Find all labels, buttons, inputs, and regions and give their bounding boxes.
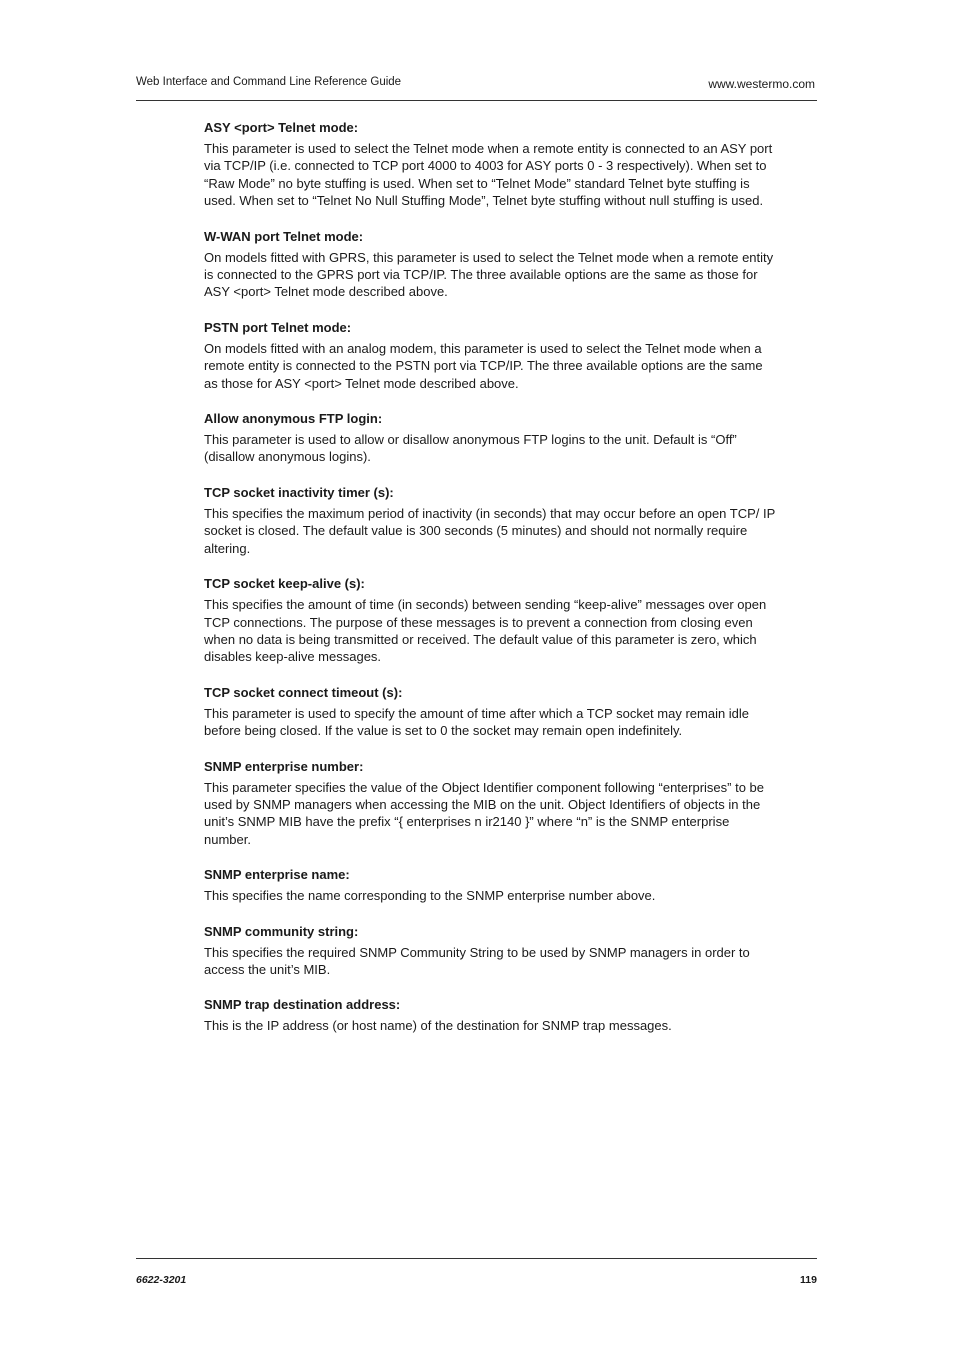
section-wwan-telnet-mode (204, 228, 776, 301)
section-body: This specifies the amount of time (in seconds) between sending “keep-alive” messages over open TCP connections. The purpose of these messages is to prevent a connection from closing even when no data is being transmitted or received. The default value of this parameter is zero, which disables keep-alive messages. (204, 597, 767, 665)
section-tcp-connect-timeout (204, 684, 776, 740)
section-body: This is the IP address (or host name) of the destination for SNMP trap messages. (204, 1018, 672, 1034)
page-header (136, 76, 817, 101)
section-heading: SNMP community string: (204, 923, 359, 939)
main-content (204, 119, 776, 1053)
section-heading: SNMP trap destination address: (204, 997, 401, 1013)
section-heading: ASY <port> Telnet mode: (204, 120, 359, 135)
page-footer (136, 1258, 817, 1286)
section-asy-telnet-mode (204, 119, 776, 210)
section-heading: W-WAN port Telnet mode: (204, 228, 364, 244)
section-pstn-telnet-mode (204, 319, 776, 392)
document-number: 6622-3201 (136, 1274, 187, 1286)
section-body: This specifies the name corresponding to the SNMP enterprise number above. (204, 888, 656, 904)
section-body: This parameter is used to allow or disallow anonymous FTP logins to the unit. Default is “Off” (disallow anonymous logins). (204, 432, 737, 465)
section-heading: PSTN port Telnet mode: (204, 319, 352, 335)
section-snmp-trap-destination (204, 996, 776, 1034)
section-anonymous-ftp (204, 410, 776, 466)
section-body: This specifies the maximum period of inactivity (in seconds) that may occur before an open TCP/ IP socket is closed. The default value is 300 seconds (5 minutes) and should not normally require altering. (204, 505, 776, 556)
page-number: 119 (800, 1274, 817, 1286)
section-heading: SNMP enterprise name: (204, 867, 350, 883)
section-body: On models fitted with GPRS, this parameter is used to select the Telnet mode when a remote entity is connected to the GPRS port via TCP/IP. The three available options are the same as those for ASY <port> Telnet mode described above. (204, 249, 774, 300)
section-snmp-enterprise-name (204, 866, 776, 904)
section-tcp-keep-alive (204, 575, 776, 666)
section-heading: TCP socket keep-alive (s): (204, 576, 365, 592)
section-body: This parameter specifies the value of the Object Identifier component following “enterprises” to be used by SNMP managers when accessing the MIB on the unit. Object Identifiers of objects in the unit’s SNMP MIB have the prefix “{ enterprises n ir2140 }” where “n” is the SNMP enterprise number. (204, 779, 765, 847)
section-heading: SNMP enterprise number: (204, 758, 364, 774)
section-body: This parameter is used to specify the amount of time after which a TCP socket may remain idle before being closed. If the value is set to 0 the socket may remain open indefinitely. (204, 705, 750, 739)
section-heading: Allow anonymous FTP login: (204, 411, 383, 427)
section-snmp-enterprise-number (204, 758, 776, 849)
document-title: Web Interface and Command Line Reference Guide (136, 76, 402, 88)
section-body: This parameter is used to select the Telnet mode when a remote entity is connected to an ASY port via TCP/IP (i.e. connected to TCP port 4000 to 4003 for ASY ports 0 - 3 respectively). When set to “Raw Mode” no byte stuffing is used. When set to “Telnet Mode” standard Telnet byte stuffing is used. When set to “Telnet No Null Stuffing Mode”, Telnet byte stuffing without null stuffing is used. (204, 141, 773, 209)
website-link: www.westermo.com (708, 77, 815, 91)
section-snmp-community-string (204, 923, 776, 979)
section-body: This specifies the required SNMP Community String to be used by SNMP managers in order to access the unit’s MIB. (204, 944, 750, 977)
section-heading: TCP socket connect timeout (s): (204, 684, 403, 700)
section-heading: TCP socket inactivity timer (s): (204, 484, 394, 500)
section-body: On models fitted with an analog modem, this parameter is used to select the Telnet mode when a remote entity is connected to the PSTN port via TCP/IP. The three available options are the same as those for ASY <port> Telnet mode described above. (204, 340, 763, 391)
section-tcp-inactivity-timer (204, 484, 776, 557)
